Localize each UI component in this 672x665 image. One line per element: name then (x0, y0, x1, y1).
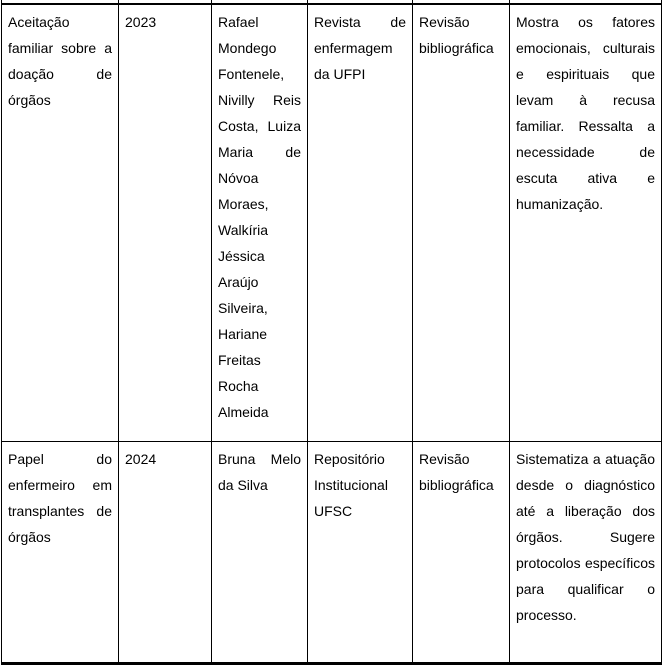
cell-title: Aceitação familiar sobre a doação de órgãos (2, 4, 119, 442)
cell-title: Papel do enfermeiro em transplantes de órgãos (2, 442, 119, 664)
cell-method: Revisão bibliográfica (413, 442, 510, 664)
cell-year: 2023 (119, 4, 212, 442)
cell-year: 2024 (119, 442, 212, 664)
cell-findings: Sistematiza a atuação desde o diagnóstico até a liberação dos órgãos. Sugere protocolos específicos para qualificar o processo. (510, 442, 662, 664)
cell-findings: Mostra os fatores emocionais, culturais e espirituais que levam à recusa familiar. Ressalta a necessidade de escuta ativa e humanização. (510, 4, 662, 442)
document-table (1, 0, 662, 665)
table-row (2, 442, 662, 664)
table-row (2, 4, 662, 442)
cell-source: Repositório Institucional UFSC (308, 442, 413, 664)
cell-authors: Bruna Melo da Silva (212, 442, 308, 664)
cell-source: Revista de enfermagem da UFPI (308, 4, 413, 442)
cell-method: Revisão bibliográfica (413, 4, 510, 442)
document-page (1, 0, 663, 665)
cell-authors: Rafael Mondego Fontenele, Nivilly Reis Costa, Luiza Maria de Nóvoa Moraes, Walkíria Jéssica Araújo Silveira, Hariane Freitas Rocha Almeida (212, 4, 308, 442)
